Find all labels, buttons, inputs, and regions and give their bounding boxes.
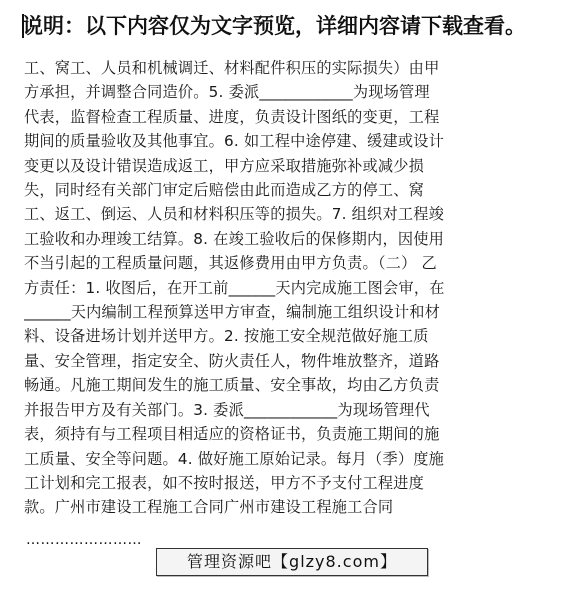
text-line: 不当引起的工程质量问题，其返修费用由甲方负责。（二） 乙	[24, 254, 437, 273]
text-line: 失，同时经有关部门审定后赔偿由此而造成乙方的停工、窝	[24, 181, 425, 200]
text-line: 方承担，并调整合同造价。5. 委派____________为现场管理	[24, 83, 430, 102]
text-line: 工计划和完工报表，如不按时报送，甲方不予支付工程进度	[24, 473, 425, 492]
text-line: 款。广州市建设工程施工合同广州市建设工程施工合同	[24, 498, 394, 517]
text-line: 表，须持有与工程项目相适应的资格证书，负责施工期间的施	[24, 425, 440, 444]
text-line: 工验收和办理竣工结算。8. 在竣工验收后的保修期内，因使用	[24, 229, 444, 248]
text-line: 期间的质量验收及其他事宜。6. 如工程中途停建、缓建或设计	[24, 132, 444, 151]
text-line: 畅通。凡施工期间发生的施工质量、安全事故，均由乙方负责	[24, 376, 440, 395]
truncation-ellipsis: ……………………	[26, 532, 142, 548]
text-line: 料、设备进场计划并送甲方。2. 按施工安全规范做好施工质	[24, 327, 429, 346]
contract-body-text	[24, 56, 560, 520]
text-line: 工、窝工、人员和机械调迁、材料配件积压的实际损失）由甲	[24, 59, 440, 77]
text-line: 变更以及设计错误造成返工，甲方应采取措施弥补或减少损	[24, 156, 425, 175]
text-line: 工、返工、倒运、人员和材料积压等的损失。7. 组织对工程竣	[24, 205, 444, 224]
site-link-button[interactable]: 管理资源吧【glzy8.com】	[156, 548, 428, 576]
text-line: 工质量、安全等问题。4. 做好施工原始记录。每月（季）度施	[24, 449, 444, 468]
preview-notice: 说明：以下内容仅为文字预览，详细内容请下载查看。	[22, 14, 526, 38]
text-line: ______天内编制工程预算送甲方审查，编制施工组织设计和材	[24, 303, 441, 322]
text-line: 方责任：1. 收图后，在开工前______天内完成施工图会审，在	[24, 278, 445, 297]
text-line: 代表，监督检查工程质量、进度，负责设计图纸的变更，工程	[24, 107, 440, 126]
text-line: 并报告甲方及有关部门。3. 委派____________为现场管理代	[24, 400, 430, 419]
text-line: 量、安全管理，指定安全、防火责任人，物件堆放整齐，道路	[24, 351, 440, 370]
